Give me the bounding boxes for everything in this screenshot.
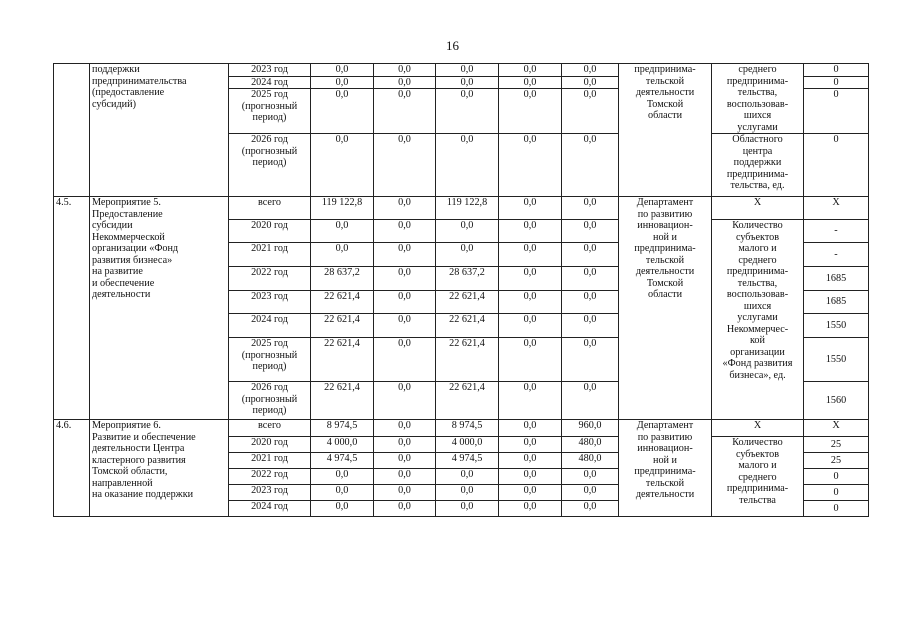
funding-value: 0,0: [311, 469, 374, 485]
indicator-line: Областного: [732, 134, 783, 145]
funding-value: 0,0: [562, 134, 619, 197]
funding-value: 0,0: [562, 382, 619, 420]
year-label: 2023 год: [251, 291, 288, 302]
activity-name-line: и обеспечение: [92, 277, 155, 289]
executor-line: инновацион-: [637, 443, 693, 454]
year-cell: [229, 485, 311, 501]
funding-value: 0,0: [311, 64, 374, 77]
funding-value: 0,0: [499, 382, 562, 420]
executor-line: ной и: [653, 454, 677, 466]
funding-value: 22 621,4: [436, 291, 499, 314]
indicator-line: воспользовав-: [726, 98, 789, 110]
funding-value: 0,0: [562, 64, 619, 77]
funding-value: 0,0: [499, 220, 562, 243]
funding-value: 0,0: [499, 453, 562, 469]
funding-value: 0,0: [374, 134, 436, 197]
indicator-line: среднего: [738, 254, 777, 266]
year-label: 2022 год: [251, 267, 288, 278]
indicator-value: 1550: [804, 314, 869, 338]
funding-value: 0,0: [374, 291, 436, 314]
funding-value: 0,0: [311, 485, 374, 501]
indicator-line: предпринима-: [726, 75, 789, 87]
indicator-value: X: [804, 197, 869, 220]
executor-line: деятельности: [635, 489, 695, 500]
activity-name-line: на оказание поддержки: [92, 489, 194, 500]
indicator-name: X: [712, 197, 804, 220]
indicator-line: Количество: [732, 437, 783, 448]
activity-name-line: субсидий): [92, 98, 136, 110]
year-label: 2023 год: [251, 64, 288, 75]
funding-value: 0,0: [311, 501, 374, 517]
year-cell: всего: [229, 197, 311, 220]
executor-line: Томской: [646, 277, 684, 289]
funding-value: 0,0: [562, 89, 619, 134]
funding-value: 480,0: [562, 453, 619, 469]
funding-value: 0,0: [311, 243, 374, 267]
funding-value: 0,0: [436, 243, 499, 267]
funding-value: 8 974,5: [436, 420, 499, 437]
funding-value: 0,0: [499, 89, 562, 134]
funding-value: 0,0: [436, 220, 499, 243]
executor: [619, 197, 712, 420]
indicator-value: 0: [804, 76, 869, 89]
indicator-name: X: [712, 420, 804, 437]
activity-name-line: организации «Фонд: [92, 243, 179, 254]
indicator-line: воспользовав-: [726, 289, 789, 300]
executor-line: деятельности: [635, 87, 695, 98]
indicator-value: 0: [804, 501, 869, 517]
activity-name-line: предпринимательства: [92, 75, 187, 87]
indicator-line: субъектов: [735, 231, 780, 243]
year-cell: [229, 76, 311, 89]
indicator-line: тельства, ед.: [730, 180, 785, 191]
funding-value: 0,0: [562, 314, 619, 338]
executor-line: предпринима-: [634, 466, 696, 477]
executor-line: тельской: [645, 254, 685, 266]
funding-value: 0,0: [374, 382, 436, 420]
year-label: 2023 год: [251, 485, 288, 496]
activity-name-line: Мероприятие 5.: [92, 197, 161, 208]
indicator-line: предпринима-: [726, 483, 789, 494]
table-row: [54, 197, 869, 220]
funding-value: 0,0: [374, 76, 436, 89]
funding-value: 0,0: [436, 485, 499, 501]
funding-value: 4 974,5: [311, 453, 374, 469]
funding-value: 0,0: [499, 267, 562, 291]
executor-line: предпринима-: [634, 243, 696, 254]
indicator-line: субъектов: [735, 448, 780, 460]
indicator-line: тельства,: [737, 277, 778, 289]
executor: [619, 420, 712, 517]
funding-value: 0,0: [374, 220, 436, 243]
funding-value: 0,0: [374, 267, 436, 291]
year-label: 2024 год: [251, 76, 288, 88]
funding-value: 0,0: [374, 437, 436, 453]
table-row: [54, 64, 869, 77]
indicator-line: Количество: [732, 220, 783, 231]
indicator-line: тельства: [739, 494, 776, 506]
funding-value: 0,0: [499, 338, 562, 382]
executor-line: по развитию: [637, 431, 693, 443]
activity-name-line: кластерного развития: [92, 454, 186, 466]
indicator-name: [712, 437, 804, 517]
year-label: (прогнозный: [241, 145, 298, 157]
indicator-line: тельства,: [737, 87, 778, 98]
funding-value: 0,0: [499, 469, 562, 485]
indicator-line: предпринима-: [726, 168, 789, 180]
indicator-line: малого и: [738, 243, 777, 254]
funding-value: 0,0: [374, 420, 436, 437]
funding-value: 0,0: [562, 76, 619, 89]
year-label: период): [252, 157, 287, 168]
funding-value: 28 637,2: [311, 267, 374, 291]
indicator-line: поддержки: [733, 157, 782, 168]
section-number: 4.6.: [54, 420, 90, 517]
executor-line: области: [647, 289, 683, 300]
funding-value: 0,0: [436, 64, 499, 77]
indicator-name: [712, 134, 804, 197]
executor-line: Томской: [646, 98, 684, 110]
year-label: 2024 год: [251, 501, 288, 512]
funding-value: 0,0: [499, 314, 562, 338]
year-cell: [229, 134, 311, 197]
funding-value: 0,0: [499, 420, 562, 437]
indicator-line: организации: [730, 346, 785, 358]
year-cell: [229, 267, 311, 291]
funding-value: 0,0: [311, 220, 374, 243]
funding-value: 22 621,4: [436, 314, 499, 338]
year-cell: [229, 64, 311, 77]
indicator-line: шихся: [743, 300, 772, 312]
funding-value: 0,0: [562, 469, 619, 485]
indicator-value: -: [804, 243, 869, 267]
year-label: 2026 год: [251, 382, 288, 393]
funding-value: 4 000,0: [311, 437, 374, 453]
funding-value: 0,0: [374, 243, 436, 267]
year-cell: [229, 220, 311, 243]
indicator-line: Некоммерчес-: [726, 323, 789, 335]
funding-value: 22 621,4: [311, 314, 374, 338]
funding-value: 0,0: [499, 197, 562, 220]
year-cell: [229, 382, 311, 420]
funding-value: 960,0: [562, 420, 619, 437]
year-label: 2022 год: [251, 469, 288, 480]
indicator-value: 25: [804, 437, 869, 453]
executor-line: предпринима-: [634, 64, 696, 75]
funding-value: 0,0: [374, 485, 436, 501]
year-label: 2024 год: [251, 314, 288, 325]
funding-value: 0,0: [562, 485, 619, 501]
year-cell: [229, 243, 311, 267]
indicator-line: малого и: [738, 460, 777, 471]
activity-name-line: Томской области,: [92, 466, 168, 477]
funding-value: 0,0: [562, 267, 619, 291]
indicator-line: услугами: [737, 312, 778, 323]
year-label: (прогнозный: [241, 393, 298, 405]
funding-value: 0,0: [499, 291, 562, 314]
activity-name: [90, 64, 229, 197]
executor-line: Департамент: [636, 420, 694, 431]
year-label: 2025 год: [251, 89, 288, 101]
indicator-value: 1685: [804, 291, 869, 314]
funding-value: 0,0: [374, 501, 436, 517]
executor-line: области: [647, 110, 683, 121]
year-cell: [229, 437, 311, 453]
funding-value: 0,0: [374, 314, 436, 338]
funding-value: 0,0: [499, 501, 562, 517]
funding-value: 0,0: [374, 453, 436, 469]
indicator-value: 0: [804, 89, 869, 134]
activity-name-line: направленной: [92, 477, 153, 489]
funding-value: 0,0: [436, 501, 499, 517]
year-cell: [229, 453, 311, 469]
funding-value: 0,0: [436, 76, 499, 89]
year-cell: всего: [229, 420, 311, 437]
indicator-value: 1560: [804, 382, 869, 420]
activity-name-line: Мероприятие 6.: [92, 420, 161, 431]
funding-value: 22 621,4: [436, 382, 499, 420]
indicator-line: услугами: [737, 121, 778, 133]
funding-value: 28 637,2: [436, 267, 499, 291]
funding-value: 0,0: [311, 89, 374, 134]
indicator-name: [712, 64, 804, 134]
indicator-value: 1550: [804, 338, 869, 382]
funding-value: 0,0: [374, 89, 436, 134]
indicator-line: бизнеса», ед.: [729, 369, 786, 381]
year-label: 2020 год: [251, 437, 288, 448]
indicator-line: среднего: [738, 64, 777, 75]
funding-value: 0,0: [562, 291, 619, 314]
indicator-value: 0: [804, 64, 869, 77]
activity-name-line: деятельности: [92, 289, 151, 300]
indicator-value: -: [804, 220, 869, 243]
indicator-name: [712, 220, 804, 420]
funding-value: 0,0: [499, 243, 562, 267]
indicator-line: среднего: [738, 471, 777, 483]
year-label: (прогнозный: [241, 100, 298, 112]
year-label: 2020 год: [251, 220, 288, 231]
funding-value: 480,0: [562, 437, 619, 453]
activity-name-line: на развитие: [92, 266, 143, 277]
funding-value: 0,0: [499, 64, 562, 77]
year-cell: [229, 501, 311, 517]
executor-line: инновацион-: [637, 220, 693, 231]
indicator-value: X: [804, 420, 869, 437]
funding-value: 0,0: [562, 501, 619, 517]
activities-table: [53, 63, 869, 517]
section-number: 4.5.: [54, 197, 90, 420]
funding-value: 0,0: [562, 338, 619, 382]
indicator-value: 1685: [804, 267, 869, 291]
funding-value: 119 122,8: [311, 197, 374, 220]
page-number: 16: [446, 38, 459, 53]
funding-value: 4 974,5: [436, 453, 499, 469]
indicator-line: шихся: [743, 110, 772, 121]
year-label: 2021 год: [251, 453, 288, 464]
funding-value: 0,0: [562, 243, 619, 267]
funding-value: 0,0: [562, 220, 619, 243]
funding-value: 22 621,4: [311, 338, 374, 382]
activity-name-line: Некоммерческой: [92, 231, 165, 243]
executor-line: ной и: [653, 231, 677, 243]
activity-name-line: субсидии: [92, 220, 133, 231]
funding-value: 0,0: [499, 485, 562, 501]
year-cell: [229, 89, 311, 134]
funding-value: 0,0: [374, 64, 436, 77]
funding-value: 22 621,4: [311, 382, 374, 420]
executor-line: деятельности: [635, 266, 695, 277]
funding-value: 0,0: [436, 89, 499, 134]
year-label: период): [252, 361, 287, 372]
funding-value: 0,0: [562, 197, 619, 220]
funding-value: 0,0: [311, 134, 374, 197]
year-label: 2025 год: [251, 338, 288, 349]
indicator-line: «Фонд развития: [722, 358, 793, 369]
indicator-line: центра: [742, 145, 773, 157]
activity-name: [90, 420, 229, 517]
section-number: [54, 64, 90, 197]
year-label: 2021 год: [251, 243, 288, 254]
activity-name: [90, 197, 229, 420]
indicator-value: 0: [804, 134, 869, 197]
activity-name-line: (предоставление: [92, 87, 165, 98]
executor-line: Департамент: [636, 197, 694, 208]
activity-name-line: деятельности Центра: [92, 443, 185, 454]
funding-value: 0,0: [374, 197, 436, 220]
year-label: (прогнозный: [241, 349, 298, 361]
activity-name-line: Предоставление: [92, 208, 163, 220]
year-label: 2026 год: [251, 134, 288, 145]
indicator-value: 0: [804, 469, 869, 485]
funding-value: 0,0: [311, 76, 374, 89]
table-row: [54, 420, 869, 437]
indicator-value: 25: [804, 453, 869, 469]
funding-value: 4 000,0: [436, 437, 499, 453]
funding-value: 0,0: [436, 469, 499, 485]
activity-name-line: поддержки: [92, 64, 140, 75]
indicator-line: кой: [750, 335, 765, 346]
activity-name-line: Развитие и обеспечение: [92, 431, 196, 443]
year-label: период): [252, 112, 287, 124]
funding-value: 0,0: [374, 338, 436, 382]
activity-name-line: развития бизнеса»: [92, 254, 173, 266]
indicator-value: 0: [804, 485, 869, 501]
funding-value: 0,0: [374, 469, 436, 485]
funding-value: 0,0: [436, 134, 499, 197]
funding-value: 119 122,8: [436, 197, 499, 220]
funding-value: 8 974,5: [311, 420, 374, 437]
funding-value: 0,0: [499, 437, 562, 453]
funding-value: 0,0: [499, 76, 562, 89]
executor-line: тельской: [645, 477, 685, 489]
funding-value: 0,0: [499, 134, 562, 197]
executor-line: тельской: [645, 75, 685, 87]
funding-value: 22 621,4: [311, 291, 374, 314]
year-cell: [229, 469, 311, 485]
funding-value: 22 621,4: [436, 338, 499, 382]
year-cell: [229, 314, 311, 338]
year-cell: [229, 338, 311, 382]
indicator-line: предпринима-: [726, 266, 789, 277]
executor-line: по развитию: [637, 208, 693, 220]
year-label: период): [252, 405, 287, 416]
executor: [619, 64, 712, 197]
year-cell: [229, 291, 311, 314]
